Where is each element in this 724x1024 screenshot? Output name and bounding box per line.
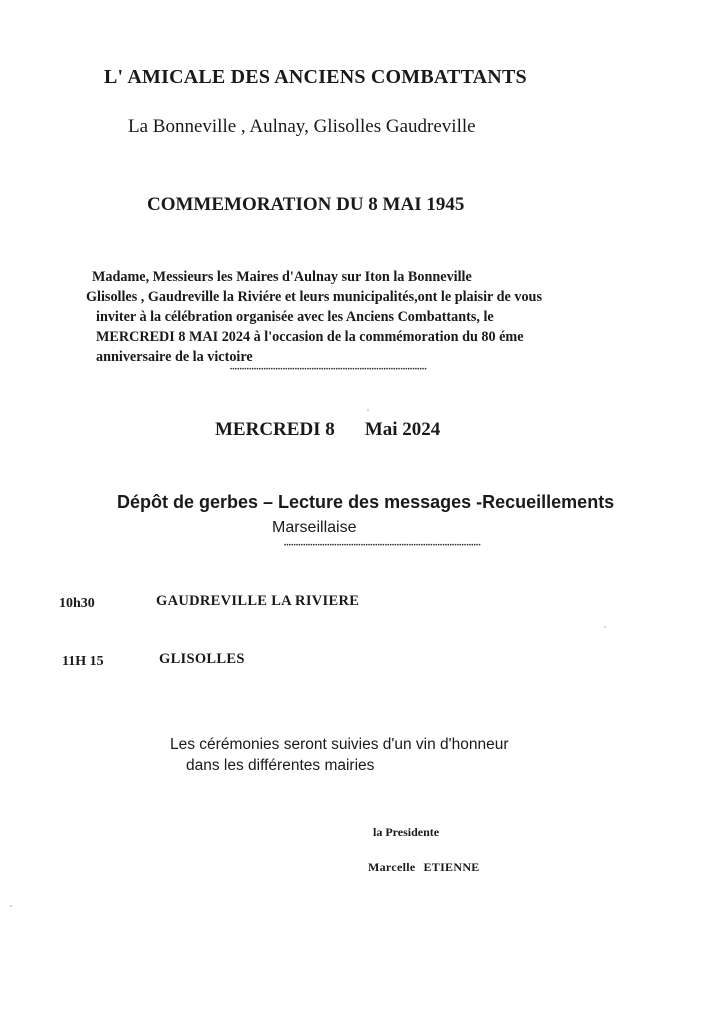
- event-day: MERCREDI 8: [215, 419, 335, 440]
- invitation-line: inviter à la célébration organisée avec les Anciens Combattants, le: [96, 309, 494, 325]
- event-date: [215, 419, 440, 441]
- invitation-line: Glisolles , Gaudreville la Riviére et leurs municipalités,ont le plaisir de vous: [86, 289, 542, 305]
- closing-line: Les cérémonies seront suivies d'un vin d'honneur: [170, 736, 509, 753]
- schedule-place: GAUDREVILLE LA RIVIERE: [156, 593, 360, 609]
- association-title: L' AMICALE DES ANCIENS COMBATTANTS: [104, 66, 527, 88]
- event-month-year: Mai 2024: [364, 419, 441, 440]
- signatory-name: [368, 860, 480, 875]
- closing-line: dans les différentes mairies: [186, 757, 375, 774]
- signatory-first-name: Marcelle: [368, 860, 416, 874]
- schedule-time: 11H 15: [62, 654, 104, 669]
- invitation-line: anniversaire de la victoire: [96, 349, 253, 365]
- anthem-label: Marseillaise: [272, 519, 357, 536]
- signatory-last-name: ETIENNE: [423, 860, 480, 874]
- ceremony-activities: Dépôt de gerbes – Lecture des messages -Recueillements: [117, 492, 615, 512]
- dotted-separator: ••••••••••••••••••••••••••••••••••••••••••••••••••••••••••••••••••••••••••••••••••: [284, 543, 481, 549]
- closing-note: [170, 734, 509, 776]
- dotted-separator: ••••••••••••••••••••••••••••••••••••••••••••••••••••••••••••••••••••••••••••••••••: [230, 367, 427, 373]
- communes-line: La Bonneville , Aulnay, Glisolles Gaudreville: [128, 116, 476, 137]
- invitation-line: Madame, Messieurs les Maires d'Aulnay sur Iton la Bonneville: [92, 269, 472, 285]
- scan-speck: [367, 409, 369, 411]
- scan-speck: [10, 905, 12, 907]
- invitation-paragraph: [86, 267, 542, 367]
- schedule-time: 10h30: [59, 596, 95, 611]
- invitation-line: MERCREDI 8 MAI 2024 à l'occasion de la commémoration du 80 éme: [96, 329, 524, 345]
- schedule-place: GLISOLLES: [159, 651, 245, 667]
- commemoration-heading: COMMEMORATION DU 8 MAI 1945: [147, 194, 465, 215]
- scan-speck: [604, 626, 606, 628]
- signatory-role: la Presidente: [373, 825, 440, 839]
